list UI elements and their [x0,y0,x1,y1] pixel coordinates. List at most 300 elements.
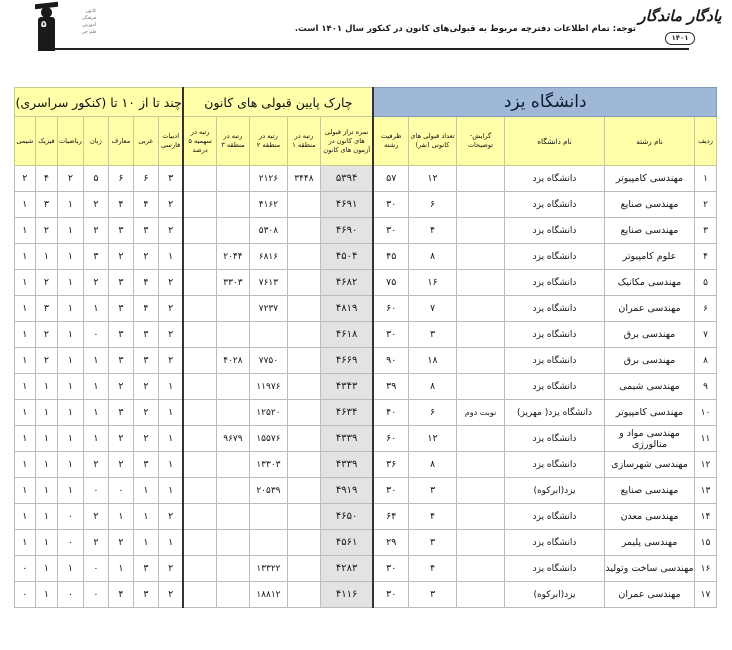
cell-arabic: ۲ [133,426,158,452]
col-rank-region3: رتبه در منطقه ۳ [216,117,249,166]
cell-arabic: ۳ [133,556,158,582]
cell-rank-region1 [287,400,320,426]
cell-rank-region2: ۱۵۵۷۶ [249,426,287,452]
cell-field-name: مهندسی صنایع [605,192,695,218]
cell-rank-quota5 [183,166,216,192]
cell-row-index: ۱۲ [695,452,717,478]
cell-language: ۲ [83,218,108,244]
cell-taraz: ۴۳۳۹ [320,426,373,452]
cell-theology: ۲ [108,452,133,478]
cell-rank-quota5 [183,400,216,426]
cell-capacity: ۳۰ [373,192,408,218]
cell-theology: ۱ [108,556,133,582]
cell-rank-region1 [287,478,320,504]
cell-kanoon-admits: ۴ [409,218,457,244]
banner-notice: توجه: تمام اطلاعات دفترچه مربوط به قبولی‌های کانون در کنکور سال ۱۴۰۱ است. [294,24,636,34]
cell-taraz: ۴۸۱۹ [320,296,373,322]
cell-field-name: مهندسی برق [605,322,695,348]
cell-kanoon-admits: ۸ [409,244,457,270]
cell-university-name: دانشگاه یزد [505,530,605,556]
cell-chemistry: ۱ [14,504,35,530]
cell-arabic: ۱ [133,530,158,556]
cell-rank-region2: ۷۶۱۳ [249,270,287,296]
cell-capacity: ۷۵ [373,270,408,296]
cell-orientation-notes [457,452,505,478]
cell-rank-region2: ۲۰۵۳۹ [249,478,287,504]
cell-rank-quota5 [183,556,216,582]
cell-rank-region3 [216,218,249,244]
cell-literature: ۱ [158,400,183,426]
cell-literature: ۲ [158,582,183,608]
cell-arabic: ۳ [133,348,158,374]
brand-year-badge: ۱۴۰۱ [665,32,694,45]
cell-taraz: ۴۶۳۴ [320,400,373,426]
cell-literature: ۱ [158,426,183,452]
cell-theology: ۳ [108,348,133,374]
cell-mathematics: ۱ [57,348,83,374]
cell-rank-region2: ۷۷۵۰ [249,348,287,374]
cell-rank-region3 [216,478,249,504]
cell-university-name: دانشگاه یزد [505,556,605,582]
cell-row-index: ۸ [695,348,717,374]
table-row[interactable] [14,426,716,452]
cell-field-name: مهندسی عمران [605,296,695,322]
cell-capacity: ۶۰ [373,426,408,452]
cell-mathematics: ۲ [57,166,83,192]
cell-row-index: ۳ [695,218,717,244]
cell-row-index: ۱۵ [695,530,717,556]
cell-row-index: ۵ [695,270,717,296]
cell-literature: ۱ [158,478,183,504]
cell-literature: ۲ [158,192,183,218]
col-taraz: نمره تراز قبولی های کانون در آزمون های کانون [320,117,373,166]
cell-chemistry: ۱ [14,296,35,322]
cell-rank-region2 [249,504,287,530]
cell-field-name: مهندسی پلیمر [605,530,695,556]
table-row[interactable] [14,400,716,426]
cell-taraz: ۴۹۱۹ [320,478,373,504]
cell-arabic: ۱ [133,504,158,530]
cell-literature: ۲ [158,322,183,348]
cell-rank-region1 [287,504,320,530]
col-rank-quota5: رتبه در سهمیه ۵ درصد [183,117,216,166]
cell-university-name: دانشگاه یزد [505,426,605,452]
cell-literature: ۲ [158,556,183,582]
col-rank-region1: رتبه در منطقه ۱ [287,117,320,166]
table-row[interactable] [14,348,716,374]
cell-rank-region1 [287,270,320,296]
kanoon-logo-line-3: آموزش [82,23,96,28]
cell-kanoon-admits: ۴ [409,556,457,582]
cell-rank-region3 [216,452,249,478]
cell-mathematics: ۱ [57,426,83,452]
cell-theology: ۳ [108,400,133,426]
cell-taraz: ۴۶۶۹ [320,348,373,374]
cell-arabic: ۶ [133,166,158,192]
col-rank-region2: رتبه در منطقه ۲ [249,117,287,166]
cell-literature: ۲ [158,296,183,322]
table-row[interactable] [14,582,716,608]
page-banner [0,0,732,62]
cell-taraz: ۴۶۸۲ [320,270,373,296]
cell-taraz: ۵۳۹۴ [320,166,373,192]
group-header-subjects: چند تا از ۱۰ تا (کنکور سراسری) [14,88,183,117]
cell-orientation-notes [457,582,505,608]
cell-arabic: ۴ [133,296,158,322]
cell-literature: ۲ [158,270,183,296]
cell-language: ۲ [83,192,108,218]
mascot-number-text: ۵ [41,20,47,30]
cell-rank-region3 [216,192,249,218]
cell-orientation-notes [457,530,505,556]
group-header-university: دانشگاه یزد [373,88,716,117]
cell-language: ۱ [83,400,108,426]
cell-capacity: ۳۰ [373,582,408,608]
cell-kanoon-admits: ۶ [409,192,457,218]
cell-field-name: مهندسی مکانیک [605,270,695,296]
cell-theology: ۲ [108,244,133,270]
cell-physics: ۲ [35,218,57,244]
cell-physics: ۱ [35,478,57,504]
cell-taraz: ۴۶۹۰ [320,218,373,244]
cell-taraz: ۴۲۸۳ [320,556,373,582]
cell-literature: ۱ [158,452,183,478]
cell-arabic: ۳ [133,582,158,608]
cell-rank-quota5 [183,296,216,322]
cell-kanoon-admits: ۳ [409,478,457,504]
cell-theology: ۲ [108,530,133,556]
col-arabic: عربی [133,117,158,166]
cell-rank-region2: ۱۱۹۷۶ [249,374,287,400]
col-kanoon-admits: تعداد قبولی های کانونی (نفر) [409,117,457,166]
cell-mathematics: ۱ [57,400,83,426]
cell-literature: ۲ [158,218,183,244]
cell-university-name: دانشگاه یزد [505,452,605,478]
cell-rank-region3: ۴۰۲۸ [216,348,249,374]
cell-chemistry: ۱ [14,244,35,270]
cell-rank-quota5 [183,426,216,452]
cell-orientation-notes [457,478,505,504]
cell-capacity: ۳۶ [373,452,408,478]
kanoon-logo-text [60,8,96,36]
table-row[interactable] [14,192,716,218]
table-row[interactable] [14,530,716,556]
cell-kanoon-admits: ۸ [409,452,457,478]
cell-rank-region1 [287,582,320,608]
table-row[interactable] [14,556,716,582]
cell-orientation-notes [457,192,505,218]
cell-university-name: دانشگاه یزد [505,244,605,270]
cell-chemistry: ۱ [14,322,35,348]
table-row[interactable] [14,296,716,322]
cell-physics: ۲ [35,348,57,374]
cell-rank-region1 [287,426,320,452]
cell-literature: ۱ [158,530,183,556]
cell-orientation-notes [457,426,505,452]
cell-language: ۲ [83,452,108,478]
cell-literature: ۳ [158,166,183,192]
cell-field-name: مهندسی عمران [605,582,695,608]
cell-physics: ۱ [35,556,57,582]
cell-rank-region1 [287,244,320,270]
cell-university-name: دانشگاه یزد [505,270,605,296]
kanoon-logo-line-4: قلم چی [81,30,96,35]
table-head [14,88,716,166]
cell-rank-region3 [216,400,249,426]
cell-physics: ۳ [35,192,57,218]
cell-physics: ۱ [35,374,57,400]
cell-rank-quota5 [183,270,216,296]
cell-physics: ۱ [35,530,57,556]
cell-capacity: ۳۰ [373,322,408,348]
cell-rank-region1: ۳۴۴۸ [287,166,320,192]
cell-rank-quota5 [183,244,216,270]
cell-rank-quota5 [183,504,216,530]
table-body [14,166,716,608]
kanoon-logo [28,2,102,52]
cell-mathematics: ۱ [57,296,83,322]
cell-physics: ۳ [35,296,57,322]
cell-mathematics: ۰ [57,582,83,608]
cell-rank-quota5 [183,192,216,218]
cell-chemistry: ۱ [14,348,35,374]
table-row[interactable] [14,504,716,530]
brand-logo [634,8,726,54]
cell-mathematics: ۱ [57,556,83,582]
cell-chemistry: ۱ [14,192,35,218]
table-row[interactable] [14,478,716,504]
cell-row-index: ۴ [695,244,717,270]
cell-university-name: دانشگاه یزد [505,218,605,244]
cell-physics: ۲ [35,270,57,296]
cell-rank-region2: ۱۲۵۲۰ [249,400,287,426]
cell-arabic: ۴ [133,192,158,218]
cell-kanoon-admits: ۷ [409,296,457,322]
cell-rank-region2: ۱۸۸۱۲ [249,582,287,608]
cell-taraz: ۴۶۹۱ [320,192,373,218]
cell-language: ۰ [83,556,108,582]
cell-language: ۱ [83,296,108,322]
cell-field-name: مهندسی صنایع [605,478,695,504]
cell-rank-region2: ۵۳۰۸ [249,218,287,244]
cell-row-index: ۱۷ [695,582,717,608]
table-row[interactable] [14,452,716,478]
mascot-figure-icon [34,2,60,52]
cell-taraz: ۴۶۱۸ [320,322,373,348]
cell-rank-region3: ۹۶۷۹ [216,426,249,452]
cell-language: ۰ [83,478,108,504]
cell-literature: ۲ [158,348,183,374]
cell-physics: ۴ [35,166,57,192]
cell-rank-region3 [216,296,249,322]
cell-theology: ۱ [108,504,133,530]
cell-chemistry: ۱ [14,218,35,244]
cell-rank-quota5 [183,218,216,244]
cell-theology: ۴ [108,192,133,218]
table-row[interactable] [14,166,716,192]
col-university-name: نام دانشگاه [505,117,605,166]
col-language: زبان [83,117,108,166]
cell-rank-region1 [287,374,320,400]
kanoon-logo-line-2: فرهنگی [81,16,96,21]
cell-rank-region3 [216,530,249,556]
table-row[interactable] [14,322,716,348]
cell-rank-region1 [287,348,320,374]
admissions-table [14,87,717,608]
cell-university-name: دانشگاه یزد [505,322,605,348]
cell-mathematics: ۱ [57,374,83,400]
cell-physics: ۱ [35,400,57,426]
cell-physics: ۱ [35,426,57,452]
cell-language: ۱ [83,348,108,374]
cell-arabic: ۳ [133,322,158,348]
cell-university-name: دانشگاه یزد [505,166,605,192]
cell-row-index: ۲ [695,192,717,218]
cell-rank-region3 [216,322,249,348]
cell-kanoon-admits: ۱۲ [409,426,457,452]
cell-orientation-notes [457,556,505,582]
cell-theology: ۴ [108,582,133,608]
table-row[interactable] [14,374,716,400]
cell-mathematics: ۱ [57,218,83,244]
cell-university-name: دانشگاه یزد [505,504,605,530]
cell-mathematics: ۱ [57,322,83,348]
cell-language: ۰ [83,322,108,348]
col-mathematics: ریاضیات [57,117,83,166]
cell-rank-region2: ۲۱۲۶ [249,166,287,192]
cell-rank-region2 [249,322,287,348]
cell-physics: ۱ [35,504,57,530]
cell-rank-region1 [287,530,320,556]
cell-rank-region2: ۱۳۳۰۳ [249,452,287,478]
cell-language: ۲ [83,270,108,296]
banner-divider [40,48,689,50]
cell-capacity: ۲۹ [373,530,408,556]
brand-name-text: یادگار ماندگار [638,7,722,25]
table-row[interactable] [14,244,716,270]
cell-orientation-notes [457,218,505,244]
table-row[interactable] [14,218,716,244]
cell-kanoon-admits: ۳ [409,322,457,348]
cell-language: ۳ [83,244,108,270]
cell-mathematics: ۱ [57,478,83,504]
group-header-quartile: چارک پایین قبولی های کانون [183,88,373,117]
group-header-row [14,88,716,117]
cell-kanoon-admits: ۸ [409,374,457,400]
cell-arabic: ۱ [133,478,158,504]
cell-rank-region2: ۷۲۳۷ [249,296,287,322]
cell-literature: ۱ [158,374,183,400]
cell-rank-region3 [216,556,249,582]
cell-kanoon-admits: ۱۶ [409,270,457,296]
cell-taraz: ۴۱۱۶ [320,582,373,608]
cell-rank-quota5 [183,530,216,556]
cell-rank-region1 [287,556,320,582]
cell-kanoon-admits: ۳ [409,582,457,608]
cell-orientation-notes [457,244,505,270]
cell-field-name: مهندسی شیمی [605,374,695,400]
cell-kanoon-admits: ۴ [409,504,457,530]
cell-chemistry: ۰ [14,582,35,608]
cell-arabic: ۲ [133,374,158,400]
cell-theology: ۰ [108,478,133,504]
cell-theology: ۳ [108,270,133,296]
cell-taraz: ۴۳۳۹ [320,452,373,478]
table-row[interactable] [14,270,716,296]
cell-physics: ۱ [35,244,57,270]
cell-field-name: مهندسی شهرسازی [605,452,695,478]
cell-arabic: ۲ [133,244,158,270]
cell-row-index: ۹ [695,374,717,400]
cell-arabic: ۳ [133,452,158,478]
cell-rank-region3 [216,166,249,192]
cell-orientation-notes [457,374,505,400]
cell-language: ۲ [83,530,108,556]
cell-field-name: مهندسی کامپیوتر [605,166,695,192]
cell-capacity: ۶۴ [373,504,408,530]
cell-orientation-notes [457,322,505,348]
cell-language: ۱ [83,426,108,452]
cell-field-name: علوم کامپیوتر [605,244,695,270]
cell-arabic: ۳ [133,218,158,244]
cell-kanoon-admits: ۶ [409,400,457,426]
cell-rank-region3 [216,374,249,400]
cell-capacity: ۶۰ [373,296,408,322]
cell-university-name: دانشگاه یزد( مهریز) [505,400,605,426]
cell-kanoon-admits: ۳ [409,530,457,556]
cell-capacity: ۳۰ [373,556,408,582]
col-physics: فیزیک [35,117,57,166]
cell-university-name: دانشگاه یزد [505,296,605,322]
cell-kanoon-admits: ۱۸ [409,348,457,374]
cell-arabic: ۲ [133,400,158,426]
cell-university-name: یزد(ابرکوه) [505,478,605,504]
cell-row-index: ۱۶ [695,556,717,582]
cell-capacity: ۹۰ [373,348,408,374]
cell-mathematics: ۱ [57,244,83,270]
cell-rank-region3 [216,582,249,608]
cell-theology: ۳ [108,296,133,322]
cell-university-name: دانشگاه یزد [505,348,605,374]
cell-taraz: ۴۵۰۴ [320,244,373,270]
cell-chemistry: ۱ [14,426,35,452]
cell-row-index: ۷ [695,322,717,348]
cell-rank-region1 [287,296,320,322]
cell-theology: ۲ [108,426,133,452]
cell-mathematics: ۱ [57,270,83,296]
cell-chemistry: ۱ [14,374,35,400]
cell-language: ۵ [83,166,108,192]
cell-literature: ۲ [158,504,183,530]
cell-mathematics: ۱ [57,192,83,218]
cell-university-name: دانشگاه یزد [505,374,605,400]
cell-chemistry: ۰ [14,556,35,582]
cell-rank-quota5 [183,478,216,504]
cell-mathematics: ۱ [57,452,83,478]
cell-chemistry: ۱ [14,270,35,296]
cell-capacity: ۴۵ [373,244,408,270]
cell-rank-quota5 [183,374,216,400]
cell-field-name: مهندسی صنایع [605,218,695,244]
col-capacity: ظرفیت رشته [373,117,408,166]
cell-capacity: ۴۰ [373,400,408,426]
cell-capacity: ۳۰ [373,218,408,244]
col-theology: معارف [108,117,133,166]
cell-university-name: یزد(ابرکوه) [505,582,605,608]
cell-field-name: مهندسی مواد و متالورژی [605,426,695,452]
cell-language: ۰ [83,582,108,608]
cell-taraz: ۴۶۵۰ [320,504,373,530]
